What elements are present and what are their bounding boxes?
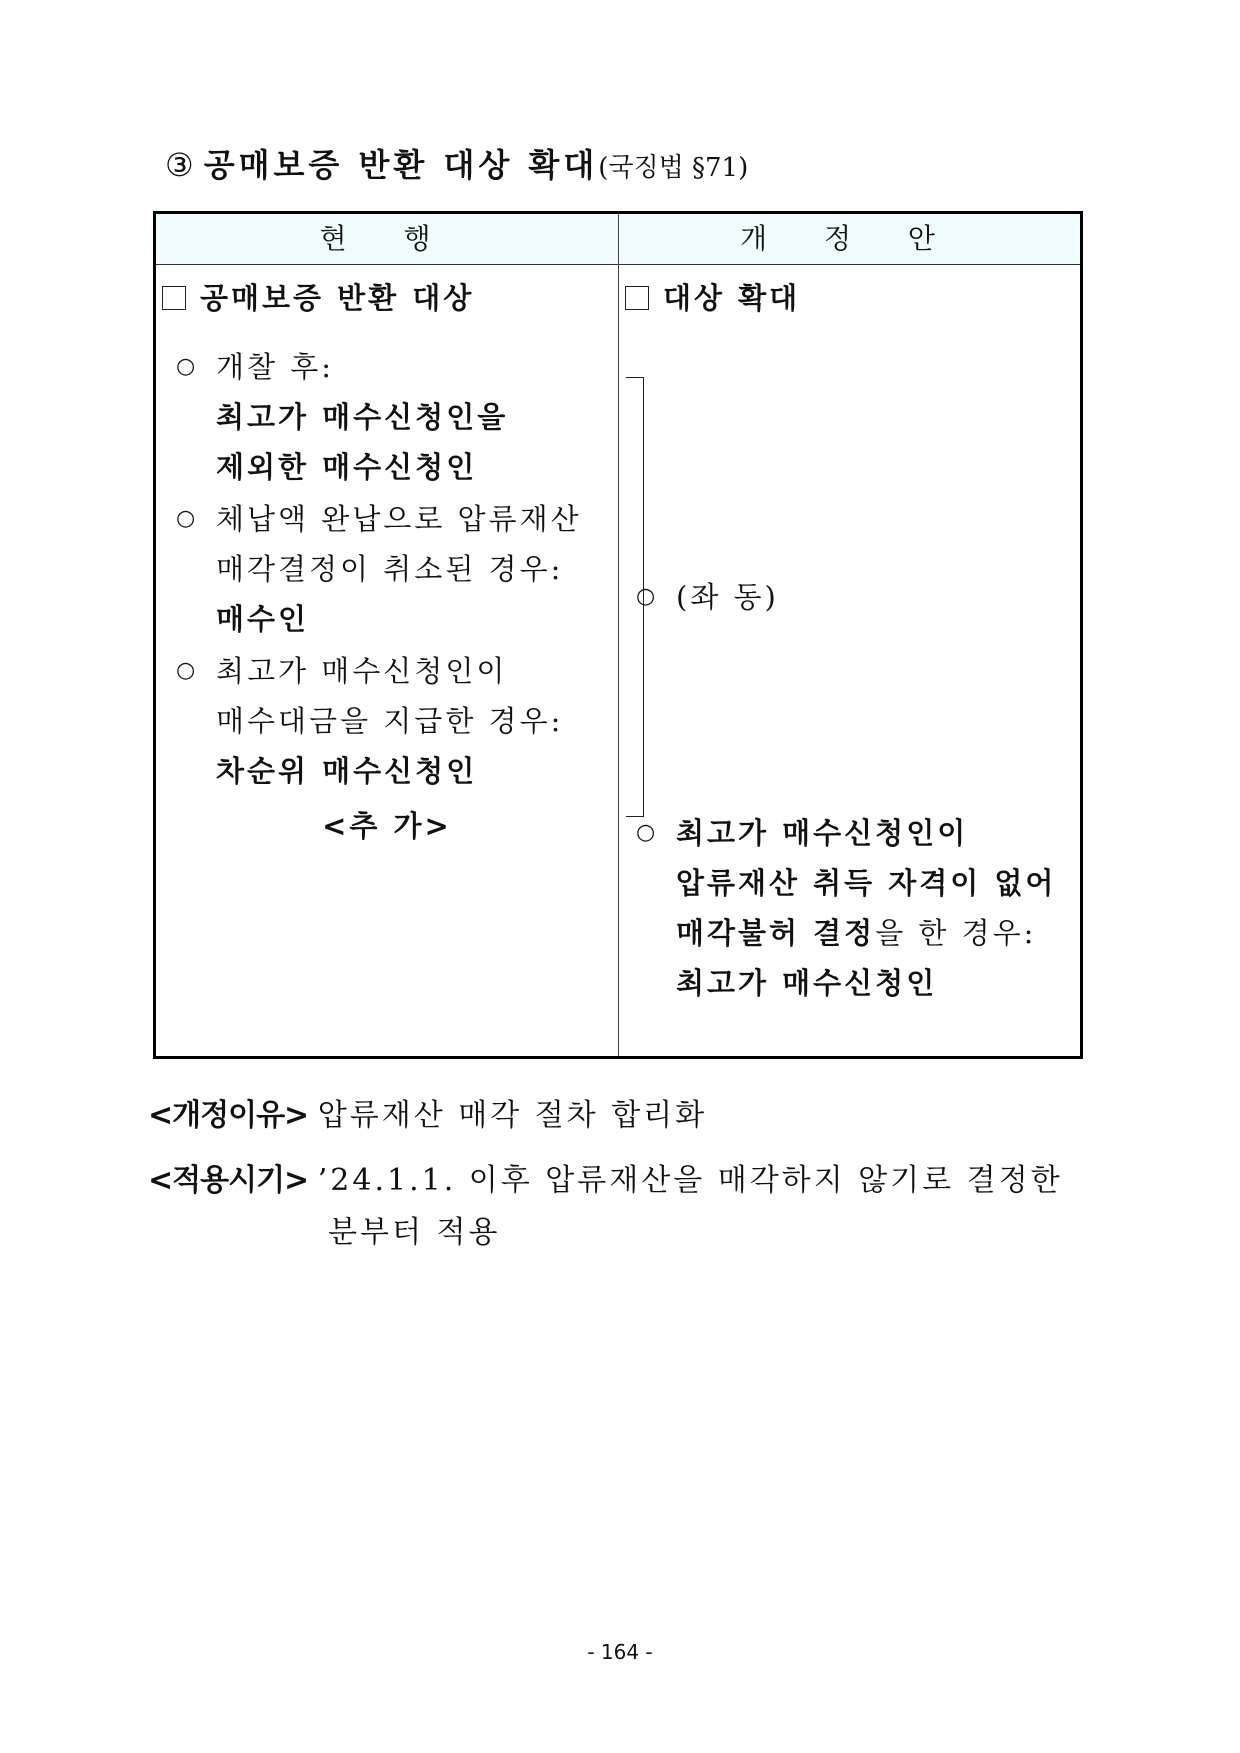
item-text-bold: 매각불허 결정 xyxy=(676,916,876,950)
bullet-circle-icon: ○ xyxy=(176,506,196,531)
current-section-label: 공매보증 반환 대상 xyxy=(200,281,475,315)
header-proposed: 개 정 안 xyxy=(740,222,959,255)
item-text-bold: 제외한 매수신청인 xyxy=(216,450,478,484)
reason-tag: <개정이유> xyxy=(148,1098,309,1133)
proposed-new-item xyxy=(636,808,1057,1008)
item-text: 매수대금을 지급한 경우: xyxy=(216,704,564,738)
item-text-bold: 차순위 매수신청인 xyxy=(216,754,478,788)
effective-tag: <적용시기> xyxy=(148,1163,309,1198)
bullet-circle-icon: ○ xyxy=(636,820,656,845)
bullet-circle-icon: ○ xyxy=(176,658,196,683)
current-item-2 xyxy=(176,494,582,644)
bullet-circle-icon: ○ xyxy=(176,354,196,379)
item-text-bold: 최고가 매수신청인을 xyxy=(216,400,509,434)
law-reference: (국징법 §71) xyxy=(598,153,749,183)
proposed-section-label: 대상 확대 xyxy=(663,281,801,315)
current-item-1 xyxy=(176,342,509,492)
header-current: 현 행 xyxy=(319,222,455,255)
item-text: 최고가 매수신청인이 xyxy=(216,654,508,688)
checkbox-square-icon xyxy=(625,286,649,310)
effective-text: ’24.1.1. 이후 압류재산을 매각하지 않기로 결정한 xyxy=(317,1163,1063,1198)
bullet-circle-icon: ○ xyxy=(636,584,656,609)
section-number: ③ xyxy=(165,146,194,184)
effective-text-cont: 분부터 적용 xyxy=(328,1215,501,1250)
item-text: 체납액 완납으로 압류재산 xyxy=(216,502,582,536)
reason-text: 압류재산 매각 절차 합리화 xyxy=(317,1098,708,1133)
item-text: 개찰 후: xyxy=(216,350,335,384)
item-text-bold: 최고가 매수신청인 xyxy=(676,966,938,1000)
item-text: 매각결정이 취소된 경우: xyxy=(216,552,564,586)
reason-note xyxy=(148,1090,707,1142)
effective-note xyxy=(148,1155,1063,1259)
current-item-3 xyxy=(176,646,564,796)
section-title-text: 공매보증 반환 대상 확대 xyxy=(203,146,599,184)
proposed-same-item xyxy=(636,572,779,622)
item-text: 을 한 경우: xyxy=(875,916,1037,950)
item-text-bold: 매수인 xyxy=(216,602,310,636)
addition-marker: <추 가> xyxy=(322,809,452,843)
item-text-bold: 압류재산 취득 자격이 없어 xyxy=(676,866,1057,900)
proposed-section-heading xyxy=(625,276,800,317)
checkbox-square-icon xyxy=(162,286,186,310)
comparison-table xyxy=(153,211,1083,1059)
same-as-left-text: (좌 동) xyxy=(676,580,779,614)
column-divider xyxy=(618,214,619,1056)
current-section-heading xyxy=(162,276,474,317)
item-text-bold: 최고가 매수신청인이 xyxy=(676,816,969,850)
section-title xyxy=(165,140,748,186)
page-number: - 164 - xyxy=(587,1640,653,1664)
